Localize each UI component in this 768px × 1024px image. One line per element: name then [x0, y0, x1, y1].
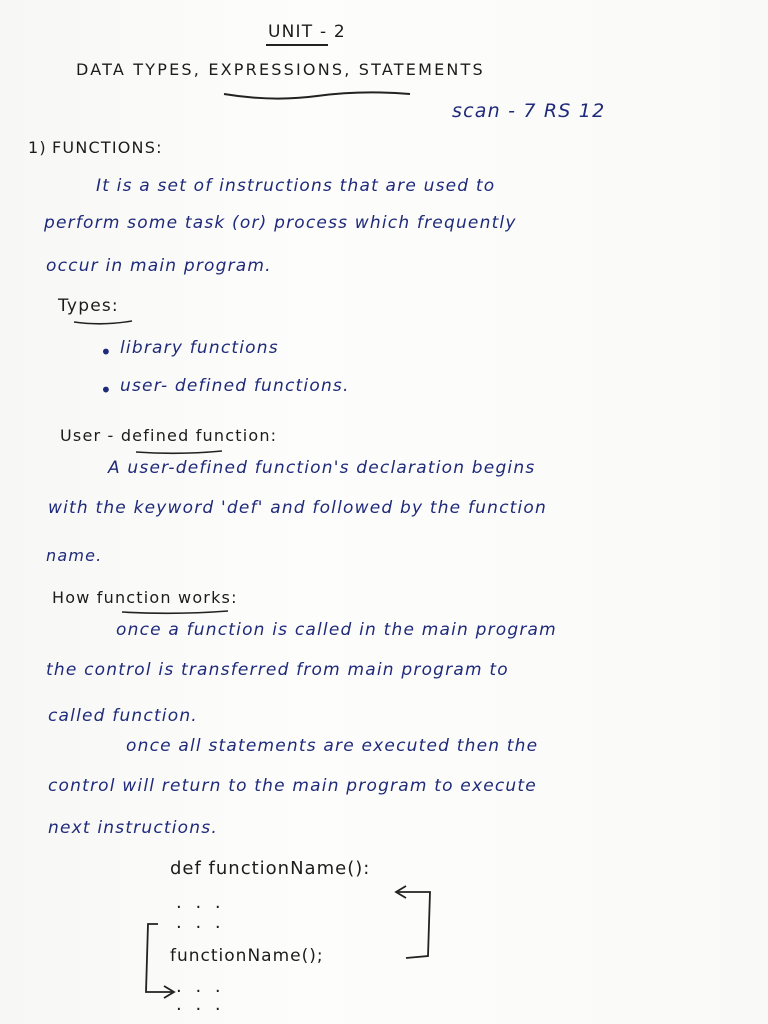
user-defined-line-1: A user-defined function's declaration begins	[108, 458, 536, 478]
user-defined-heading: User - defined function:	[60, 426, 278, 445]
unit-underline	[266, 44, 328, 46]
definition-line-2: perform some task (or) process which frequently	[44, 213, 517, 233]
how-works-heading: How function works:	[52, 588, 238, 607]
bullet-icon: •	[100, 340, 113, 364]
section-number: 1)	[28, 138, 47, 157]
how-works-underline	[120, 608, 230, 616]
control-flow-arrows-icon	[136, 880, 446, 1010]
code-call-line: functionName();	[170, 946, 324, 966]
definition-line-1: It is a set of instructions that are used to	[96, 176, 496, 196]
types-item-library: library functions	[120, 338, 279, 358]
user-defined-line-3: name.	[46, 546, 103, 565]
unit-subtitle: DATA TYPES, EXPRESSIONS, STATEMENTS	[76, 60, 485, 79]
how-works-para2-line-1: once all statements are executed then the	[126, 736, 539, 756]
code-dots-2: . . .	[176, 912, 225, 933]
unit-title: UNIT - 2	[268, 22, 346, 42]
how-works-para1-line-3: called function.	[48, 706, 198, 726]
how-works-para1-line-2: the control is transferred from main program to	[46, 660, 509, 680]
types-heading: Types:	[58, 296, 119, 316]
code-dots-4: . . .	[176, 994, 225, 1015]
scan-note: scan - 7 RS 12	[452, 100, 606, 122]
user-defined-underline	[134, 448, 224, 456]
user-defined-line-2: with the keyword 'def' and followed by the function	[48, 498, 547, 518]
code-def-line: def functionName():	[170, 858, 371, 879]
subtitle-wavy-underline	[222, 88, 412, 102]
section-heading: FUNCTIONS:	[52, 138, 163, 157]
types-item-user-defined: user- defined functions.	[120, 376, 350, 396]
how-works-para2-line-3: next instructions.	[48, 818, 218, 838]
code-dots-3: . . .	[176, 976, 225, 997]
types-underline	[72, 318, 134, 326]
how-works-para2-line-2: control will return to the main program to execute	[48, 776, 537, 796]
bullet-icon: •	[100, 378, 113, 402]
code-dots-1: . . .	[176, 892, 225, 913]
definition-line-3: occur in main program.	[46, 256, 272, 276]
how-works-para1-line-1: once a function is called in the main program	[116, 620, 557, 640]
